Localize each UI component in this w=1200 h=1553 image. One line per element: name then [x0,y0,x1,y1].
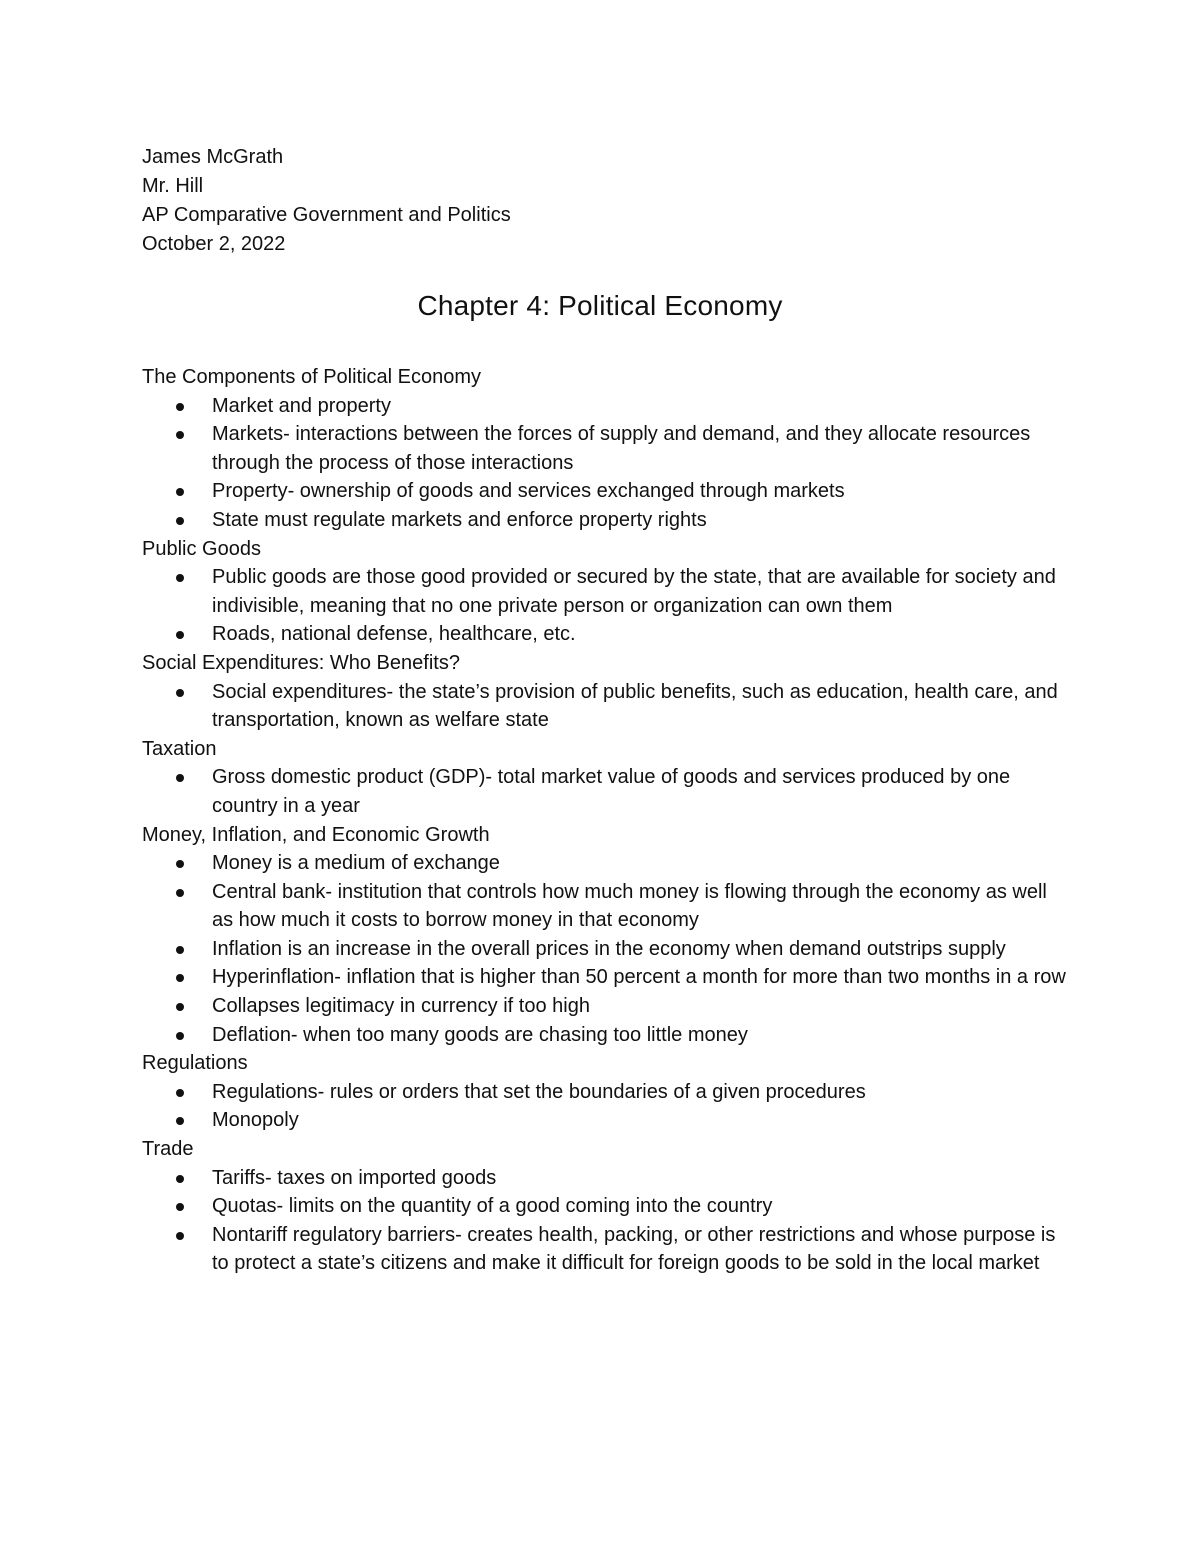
bullet-item [142,620,1072,649]
bullet-item [142,1021,1072,1050]
section-heading: Social Expenditures: Who Benefits? [142,651,460,674]
bullet-item [142,992,1072,1021]
bullet-list [142,1078,1072,1135]
bullet-text: Social expenditures- the state’s provision of public benefits, such as education, health care, and transportation, known as welfare state [212,680,1058,732]
bullet-item [142,935,1072,964]
bullet-icon [176,1032,184,1040]
student-name: James McGrath [142,146,284,168]
bullet-list [142,1164,1072,1278]
bullet-icon [176,774,184,782]
bullet-icon [176,860,184,868]
section-heading: Regulations [142,1052,248,1075]
bullet-text: Monopoly [212,1109,299,1132]
bullet-text: Market and property [212,394,391,417]
bullet-item [142,392,1072,421]
bullet-icon [176,488,184,496]
section-heading: Money, Inflation, and Economic Growth [142,823,490,846]
teacher-name: Mr. Hill [142,175,204,197]
bullet-list [142,563,1072,649]
bullet-list [142,763,1072,820]
bullet-item [142,878,1072,935]
bullet-text: State must regulate markets and enforce property rights [212,508,707,531]
bullet-text: Hyperinflation- inflation that is higher than 50 percent a month for more than two months in a row [212,966,1066,989]
bullet-icon [176,403,184,411]
bullet-item [142,763,1072,820]
bullet-icon [176,1089,184,1097]
bullet-text: Deflation- when too many goods are chasing too little money [212,1023,748,1046]
bullet-item [142,1192,1072,1221]
bullet-text: Roads, national defense, healthcare, etc. [212,623,576,646]
course-name: AP Comparative Government and Politics [142,204,511,226]
document-header [142,143,1042,259]
bullet-text: Money is a medium of exchange [212,852,500,875]
bullet-icon [176,1175,184,1183]
bullet-text: Tariffs- taxes on imported goods [212,1166,497,1189]
bullet-item [142,1106,1072,1135]
bullet-item [142,506,1072,535]
section-heading: Trade [142,1138,194,1161]
bullet-list [142,392,1072,535]
bullet-list [142,849,1072,1049]
bullet-icon [176,974,184,982]
bullet-item [142,1164,1072,1193]
bullet-text: Central bank- institution that controls how much money is flowing through the economy as well as how much it costs to borrow money in that economy [212,880,1047,932]
bullet-icon [176,517,184,525]
section-heading: Taxation [142,737,217,760]
notes-body [142,363,1072,1278]
bullet-text: Gross domestic product (GDP)- total market value of goods and services produced by one country in a year [212,766,1011,817]
section-heading: The Components of Political Economy [142,366,482,388]
page-title: Chapter 4: Political Economy [417,290,783,321]
bullet-text: Public goods are those good provided or secured by the state, that are available for society and indivisible, meaning that no one private person or organization can own them [212,566,1056,617]
bullet-item [142,963,1072,992]
bullet-text: Inflation is an increase in the overall prices in the economy when demand outstrips supply [212,937,1006,960]
section-heading: Public Goods [142,537,261,560]
bullet-text: Nontariff regulatory barriers- creates health, packing, or other restrictions and whose purpose is to protect a state’s citizens and make it difficult for foreign goods to be sold in the local market [212,1223,1056,1275]
bullet-icon [176,1003,184,1011]
bullet-item [142,1078,1072,1107]
bullet-text: Quotas- limits on the quantity of a good coming into the country [212,1195,773,1218]
bullet-item [142,477,1072,506]
bullet-icon [176,1117,184,1125]
bullet-list [142,678,1072,735]
bullet-icon [176,574,184,582]
bullet-icon [176,1203,184,1211]
bullet-icon [176,889,184,897]
bullet-icon [176,946,184,954]
bullet-icon [176,431,184,439]
bullet-text: Markets- interactions between the forces of supply and demand, and they allocate resources through the process of those interactions [212,423,1031,474]
bullet-icon [176,631,184,639]
bullet-icon [176,1232,184,1240]
bullet-item [142,420,1072,477]
document-date: October 2, 2022 [142,233,286,255]
bullet-item [142,678,1072,735]
bullet-text: Collapses legitimacy in currency if too high [212,995,590,1018]
bullet-icon [176,689,184,697]
bullet-text: Property- ownership of goods and services exchanged through markets [212,480,845,503]
bullet-item [142,563,1072,620]
bullet-item [142,1221,1072,1278]
bullet-text: Regulations- rules or orders that set the boundaries of a given procedures [212,1080,866,1103]
bullet-item [142,849,1072,878]
